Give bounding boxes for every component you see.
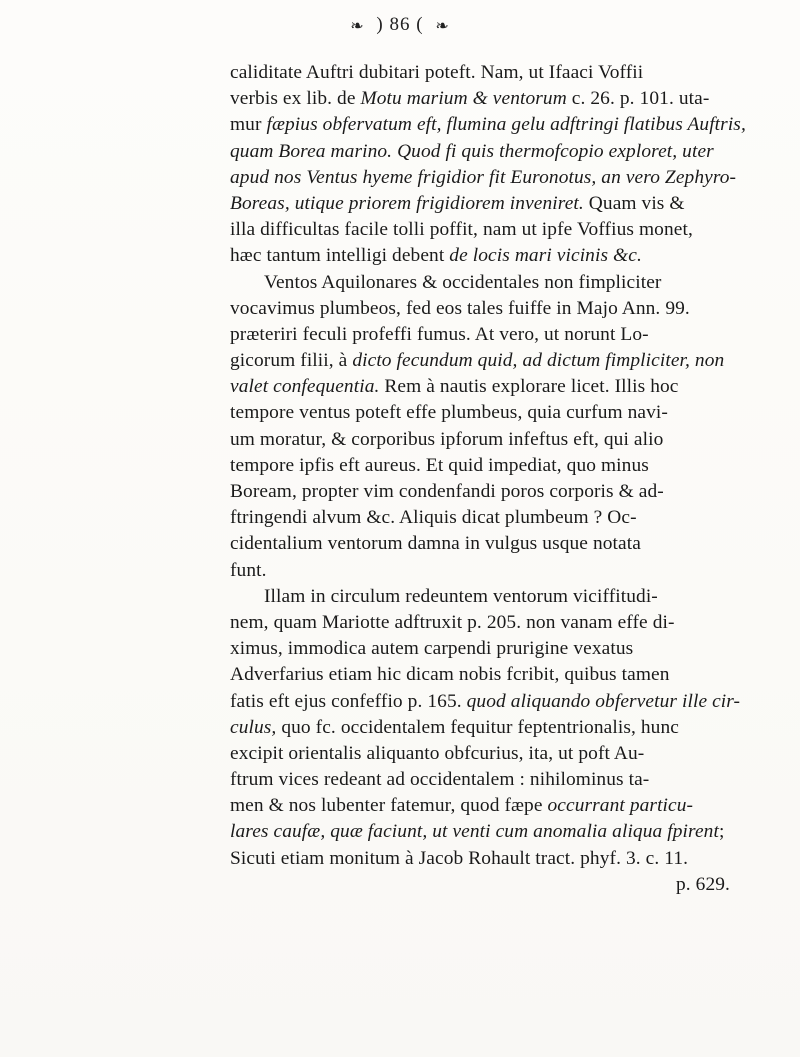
- text-line: culus, quo fc. occidentalem fequitur feptentrionalis, hunc: [230, 716, 679, 738]
- text-line: funt.: [230, 559, 267, 581]
- catchword: p. 629.: [675, 873, 730, 895]
- body-text: [230, 60, 770, 898]
- text-line: cidentalium ventorum damna in vulgus usque notata: [230, 533, 641, 555]
- text-line: nem, quam Mariotte adftruxit p. 205. non vanam effe di-: [230, 611, 675, 633]
- text-line: ftringendi alvum &c. Aliquis dicat plumbeum ? Oc-: [230, 507, 637, 529]
- text-line: Sicuti etiam monitum à Jacob Rohault tract. phyf. 3. c. 11.: [230, 847, 689, 869]
- text-line: ftrum vices redeant ad occidentalem : nihilominus ta-: [230, 769, 650, 791]
- text-line: mur fæpius obfervatum eft, flumina gelu adftringi flatibus Auftris,: [230, 114, 746, 136]
- text-line: Adverfarius etiam hic dicam nobis fcribit, quibus tamen: [230, 664, 670, 686]
- text-line: fatis eft ejus confeffio p. 165. quod aliquando obfervetur ille cir-: [230, 690, 741, 712]
- text-line: ximus, immodica autem carpendi prurigine vexatus: [230, 638, 634, 660]
- text-line: præteriri feculi profeffi fumus. At vero, ut norunt Lo-: [230, 323, 649, 345]
- text-line: tempore ventus poteft effe plumbeus, quia curfum navi-: [230, 402, 668, 424]
- text-line: Boreas, utique priorem frigidiorem inveniret. Quam vis &: [230, 192, 685, 214]
- text-line: valet confequentia. Rem à nautis explorare licet. Illis hoc: [230, 376, 679, 398]
- fleuron-left-icon: ❧: [350, 17, 365, 35]
- text-line: Ventos Aquilonares & occidentales non fimpliciter: [264, 271, 662, 293]
- text-line: Boream, propter vim condenfandi poros corporis & ad-: [230, 481, 664, 502]
- text-line: quam Borea marino. Quod fi quis thermofcopio exploret, uter: [230, 140, 714, 162]
- text-line: apud nos Ventus hyeme frigidior fit Euronotus, an vero Zephyro-: [230, 166, 737, 188]
- text-line: hæc tantum intelligi debent de locis mari vicinis &c.: [230, 245, 642, 267]
- text-line: vocavimus plumbeos, fed eos tales fuiffe in Majo Ann. 99.: [230, 297, 690, 319]
- page-number: ) 86 (: [376, 14, 424, 35]
- text-line: verbis ex lib. de Motu marium & ventorum c. 26. p. 101. uta-: [230, 88, 710, 110]
- text-line: illa difficultas facile tolli poffit, nam ut ipfe Voffius monet,: [230, 219, 693, 241]
- text-line: men & nos lubenter fatemur, quod fæpe occurrant particu-: [230, 795, 694, 817]
- text-line: lares caufæ, quæ faciunt, ut venti cum anomalia aliqua fpirent;: [230, 821, 725, 843]
- fleuron-right-icon: ❧: [435, 17, 450, 35]
- text-line: caliditate Auftri dubitari poteft. Nam, ut Ifaaci Voffii: [230, 62, 644, 83]
- text-line: um moratur, & corporibus ipforum infeftus eft, qui alio: [230, 428, 664, 450]
- text-line: Illam in circulum redeuntem ventorum viciffitudi-: [264, 585, 658, 607]
- text-line: tempore ipfis eft aureus. Et quid impediat, quo minus: [230, 454, 649, 476]
- text-line: gicorum filii, à dicto fecundum quid, ad dictum fimpliciter, non: [230, 350, 725, 372]
- text-line: excipit orientalis aliquanto obfcurius, ita, ut poft Au-: [230, 742, 645, 764]
- running-head: [0, 14, 800, 36]
